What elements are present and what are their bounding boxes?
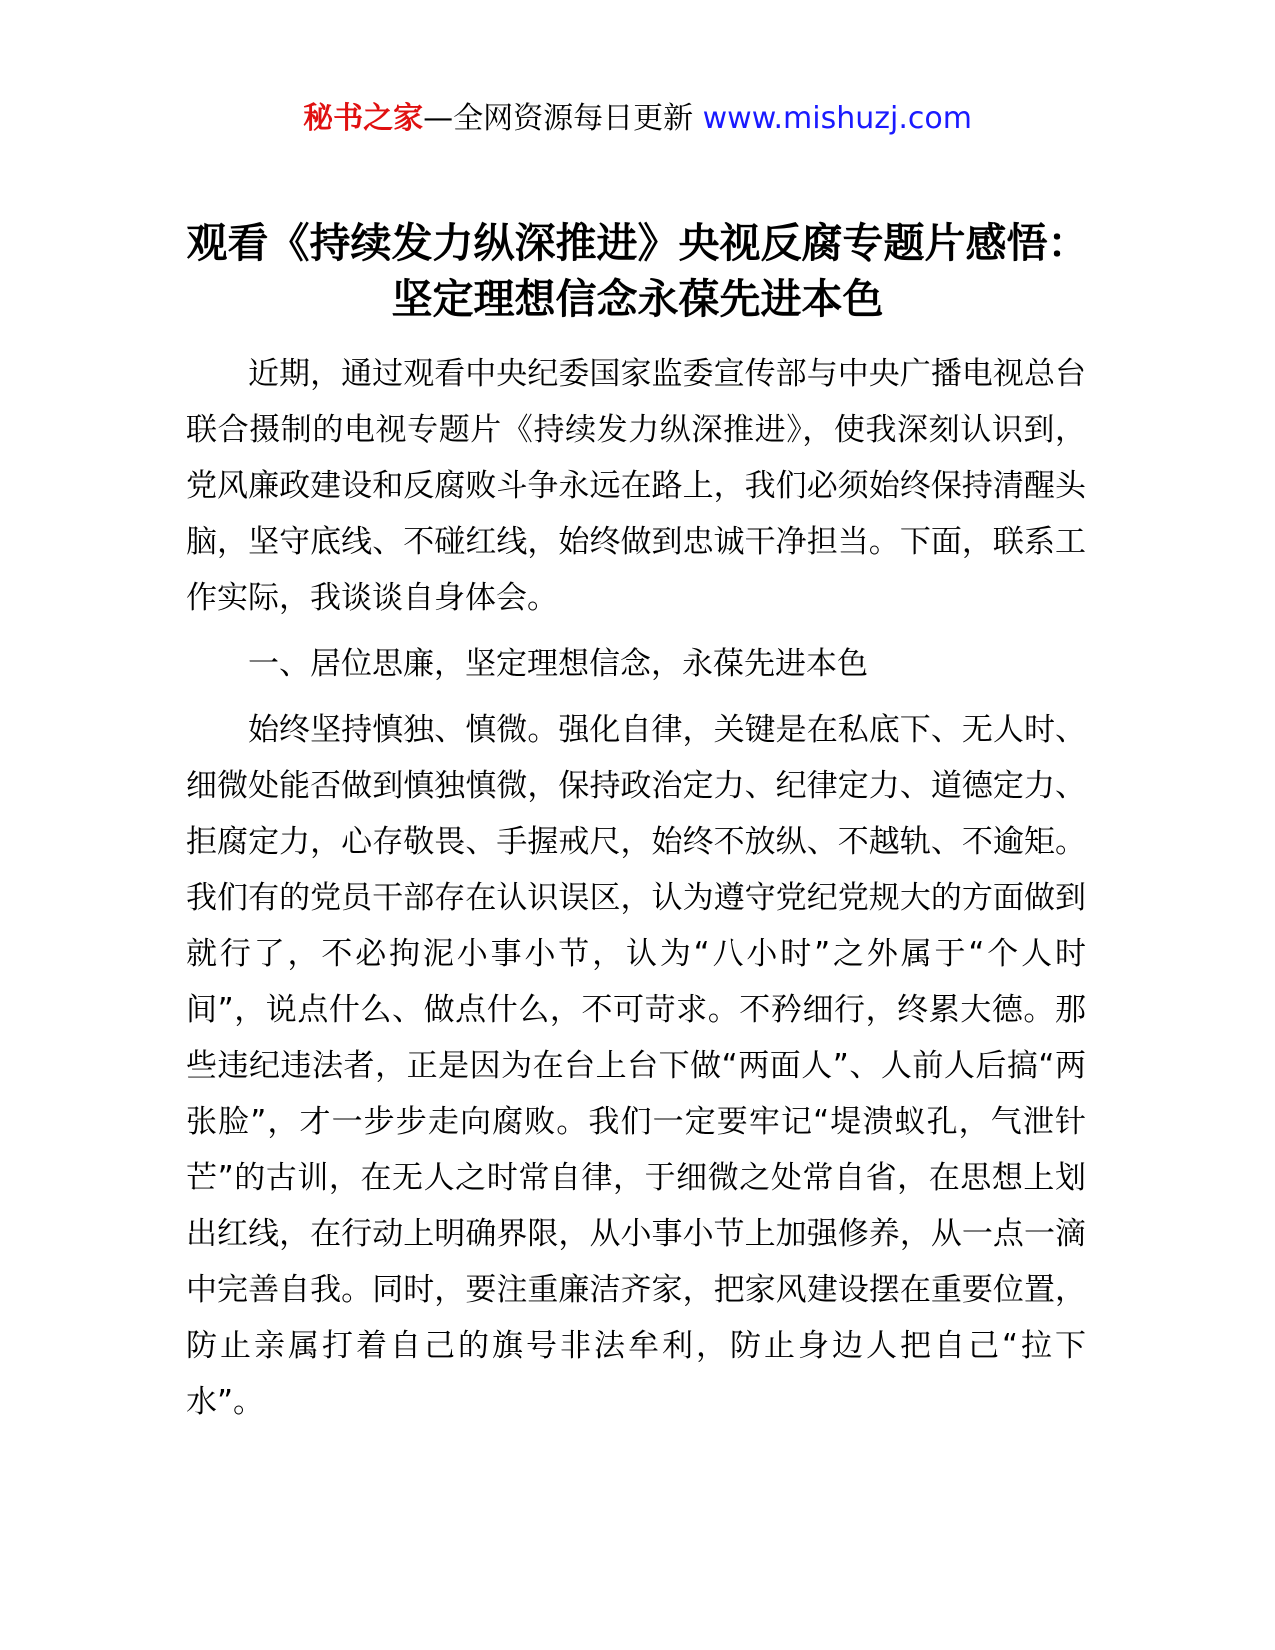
site-slogan: —全网资源每日更新 [423,101,694,136]
paragraph-body: 始终坚持慎独、慎微。强化自律，关键是在私底下、无人时、细微处能否做到慎独慎微，保持政治定力、纪律定力、道德定力、拒腐定力，心存敬畏、手握戒尺，始终不放纵、不越轨、不逾矩。我们有的党员干部存在认识误区，认为遵守党纪党规大的方面做到就行了，不必拘泥小事小节，认为“八小时”之外属于“个人时间”，说点什么、做点什么，不可苛求。不矜细行，终累大德。那些违纪违法者，正是因为在台上台下做“两面人”、人前人后搞“两张脸”，才一步步走向腐败。我们一定要牢记“堤溃蚁孔，气泄针芒”的古训，在无人之时常自律，于细微之处常自省，在思想上划出红线，在行动上明确界限，从小事小节上加强修养，从一点一滴中完善自我。同时，要注重廉洁齐家，把家风建设摆在重要位置，防止亲属打着自己的旗号非法牟利，防止身边人把自己“拉下水”。 [186,712,1086,1420]
site-url-link[interactable]: www.mishuzj.com [702,101,972,136]
paragraph-intro: 近期，通过观看中央纪委国家监委宣传部与中央广播电视总台联合摄制的电视专题片《持续发力纵深推进》，使我深刻认识到，党风廉政建设和反腐败斗争永远在路上，我们必须始终保持清醒头脑，坚守底线、不碰红线，始终做到忠诚干净担当。下面，联系工作实际，我谈谈自身体会。 [186,356,1086,616]
document-title: 观看《持续发力纵深推进》央视反腐专题片感悟：坚定理想信念永葆先进本色 [186,219,1089,323]
document-body [186,346,1086,1440]
site-brand: 秘书之家 [303,101,424,136]
section-heading: 一、居位思廉，坚定理想信念，永葆先进本色 [248,646,868,682]
site-header [0,97,1275,141]
